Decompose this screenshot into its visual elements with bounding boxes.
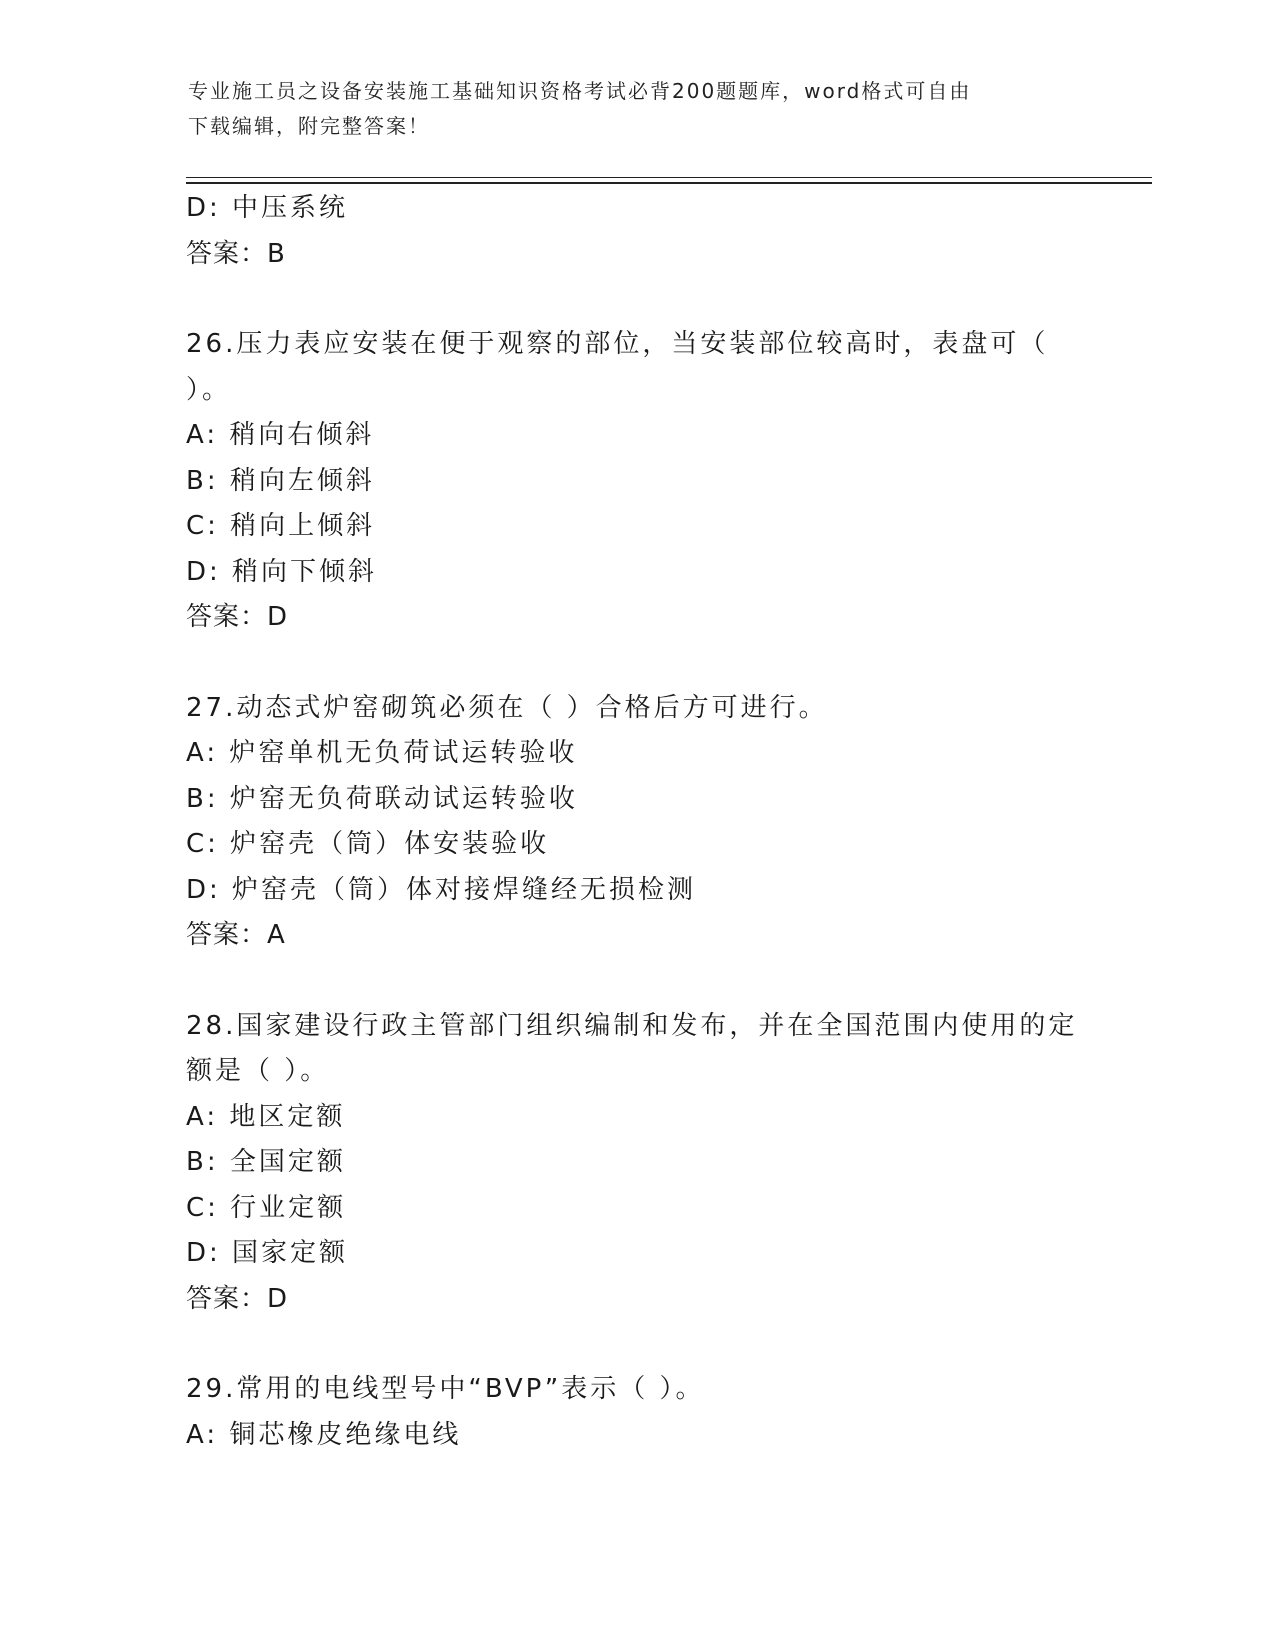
- header-line-1: 专业施工员之设备安装施工基础知识资格考试必背200题题库，word格式可自由: [188, 79, 972, 103]
- header-rule-thick: [186, 182, 1152, 184]
- option-c: C: 炉窑壳（筒）体安装验收: [186, 829, 550, 859]
- header-line-2: 下载编辑，附完整答案！: [188, 114, 430, 138]
- option-d: D: 国家定额: [186, 1238, 349, 1268]
- question-text-continued: 额是（ ）。: [186, 1056, 330, 1086]
- header-rule-thin: [186, 177, 1152, 178]
- answer-line: 答案：D: [186, 1283, 289, 1314]
- option-a: A: 炉窑单机无负荷试运转验收: [186, 738, 578, 768]
- question-text: 29.常用的电线型号中“BVP”表示（ ）。: [186, 1374, 705, 1404]
- option-c: C: 稍向上倾斜: [186, 511, 376, 541]
- question-text-continued: ）。: [186, 374, 232, 405]
- option-d: D: 炉窑壳（筒）体对接焊缝经无损检测: [186, 874, 697, 905]
- option-c: C: 行业定额: [186, 1192, 347, 1223]
- option-b: B: 炉窑无负荷联动试运转验收: [186, 783, 578, 814]
- question-text: 27.动态式炉窑砌筑必须在（ ）合格后方可进行。: [186, 692, 828, 723]
- question-list: [186, 186, 1086, 1458]
- answer-line: 答案：B: [186, 238, 286, 269]
- option-b: B: 全国定额: [186, 1147, 346, 1177]
- answer-line: 答案：A: [186, 920, 286, 950]
- option-a: A: 铜芯橡皮绝缘电线: [186, 1419, 462, 1450]
- document-header: [188, 74, 1068, 144]
- option-d: D: 稍向下倾斜: [186, 556, 378, 587]
- option-d: D: 中压系统: [186, 193, 349, 223]
- question-text: 28.国家建设行政主管部门组织编制和发布，并在全国范围内使用的定: [186, 1010, 1078, 1041]
- option-a: A: 地区定额: [186, 1101, 346, 1132]
- answer-line: 答案：D: [186, 602, 289, 632]
- option-b: B: 稍向左倾斜: [186, 465, 375, 496]
- question-text: 26.压力表应安装在便于观察的部位，当安装部位较高时，表盘可（: [186, 329, 1049, 359]
- option-a: A: 稍向右倾斜: [186, 420, 375, 450]
